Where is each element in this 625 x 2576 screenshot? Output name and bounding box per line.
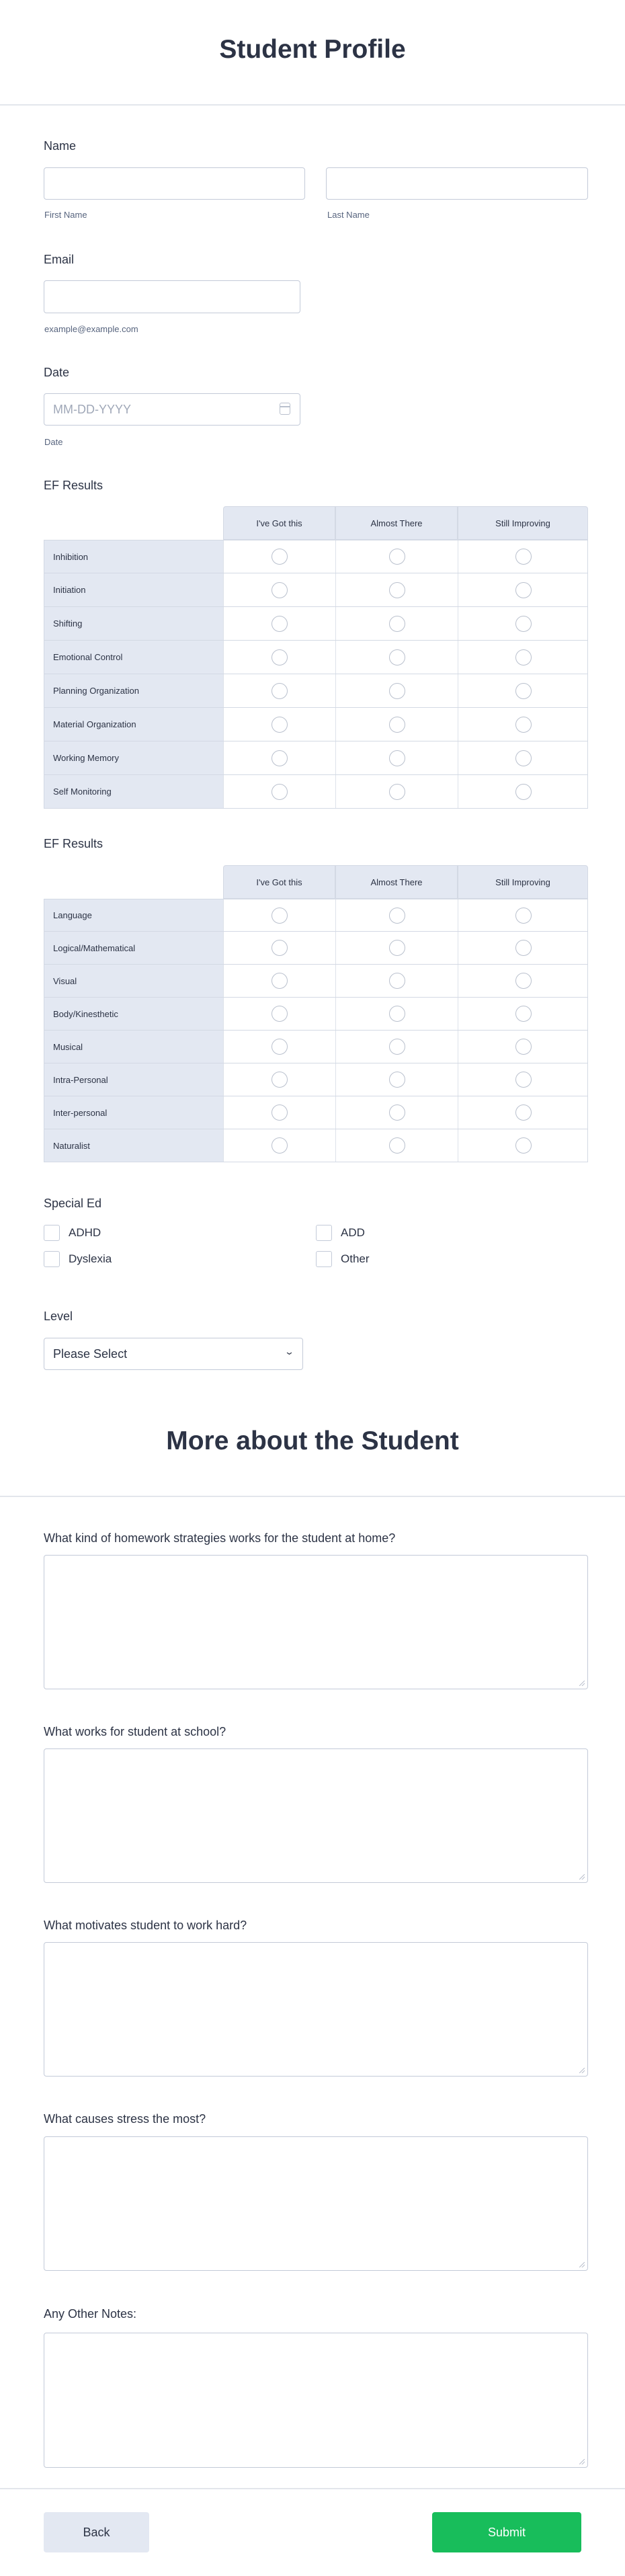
matrix-cell [335, 674, 458, 707]
matrix-column-header: Still Improving [458, 506, 588, 540]
matrix-row-label: Self Monitoring [44, 775, 223, 808]
date-sublabel: Date [44, 437, 63, 447]
matrix-cell [335, 641, 458, 674]
section-title: More about the Student [166, 1426, 459, 1455]
matrix-cell [458, 540, 588, 573]
matrix-2-label: EF Results [44, 837, 103, 850]
radio-button[interactable] [515, 582, 532, 598]
matrix-cell [335, 1031, 458, 1063]
radio-button[interactable] [272, 750, 288, 766]
radio-button[interactable] [272, 940, 288, 956]
matrix-row-label: Intra-Personal [44, 1063, 223, 1096]
matrix-row [44, 607, 588, 641]
matrix-cell [458, 607, 588, 640]
radio-button[interactable] [515, 616, 532, 632]
matrix-1-label: EF Results [44, 479, 103, 492]
matrix-row [44, 932, 588, 965]
checkbox-other[interactable] [316, 1251, 370, 1267]
first-name-sublabel: First Name [44, 210, 87, 220]
matrix-cell [223, 1063, 335, 1096]
submit-button[interactable]: Submit [432, 2512, 581, 2552]
calendar-icon[interactable] [280, 403, 290, 415]
homework-strategies-textarea[interactable] [44, 1555, 588, 1689]
option-label: ADHD [69, 1226, 101, 1239]
matrix-cell [223, 573, 335, 606]
matrix-row [44, 965, 588, 998]
matrix-cell [335, 607, 458, 640]
option-label: Other [341, 1252, 370, 1265]
matrix-cell [223, 775, 335, 808]
matrix-row-label: Material Organization [44, 708, 223, 741]
radio-button[interactable] [515, 717, 532, 733]
matrix-cell [335, 708, 458, 741]
matrix-cell [458, 1129, 588, 1162]
radio-button[interactable] [515, 973, 532, 989]
matrix-row-label: Initiation [44, 573, 223, 606]
radio-button[interactable] [515, 1104, 532, 1121]
radio-button[interactable] [515, 784, 532, 800]
matrix-row [44, 708, 588, 741]
level-selected-value: Please Select [53, 1347, 128, 1361]
date-input[interactable] [44, 393, 300, 426]
stress-textarea[interactable] [44, 2136, 588, 2271]
matrix-row-label: Musical [44, 1031, 223, 1063]
matrix-row-label: Naturalist [44, 1129, 223, 1162]
email-input[interactable] [44, 280, 300, 313]
matrix-cell [335, 573, 458, 606]
matrix-row-label: Visual [44, 965, 223, 997]
matrix-cell [223, 1031, 335, 1063]
radio-button[interactable] [272, 616, 288, 632]
radio-button[interactable] [272, 784, 288, 800]
radio-button[interactable] [389, 750, 405, 766]
email-label: Email [44, 253, 75, 266]
checkbox[interactable] [316, 1225, 332, 1241]
radio-button[interactable] [272, 908, 288, 924]
radio-button[interactable] [389, 683, 405, 699]
resize-handle-icon[interactable] [579, 2068, 585, 2073]
matrix-row-label: Logical/Mathematical [44, 932, 223, 964]
matrix-cell [223, 1096, 335, 1129]
question-label: Any Other Notes: [44, 2307, 137, 2321]
matrix-row [44, 1096, 588, 1129]
radio-button[interactable] [515, 940, 532, 956]
radio-button[interactable] [389, 1072, 405, 1088]
radio-button[interactable] [389, 940, 405, 956]
level-select[interactable] [44, 1338, 303, 1370]
matrix-row [44, 998, 588, 1031]
matrix-cell [458, 674, 588, 707]
matrix-cell [335, 932, 458, 964]
radio-button[interactable] [389, 549, 405, 565]
last-name-input[interactable] [326, 167, 588, 200]
header-divider [0, 104, 625, 106]
chevron-down-icon: ⌄ [284, 1346, 295, 1357]
other-notes-textarea[interactable] [44, 2333, 588, 2468]
works-at-school-textarea[interactable] [44, 1748, 588, 1883]
radio-button[interactable] [272, 649, 288, 666]
page-title: Student Profile [219, 35, 406, 64]
matrix-row [44, 1031, 588, 1063]
matrix-cell [458, 1096, 588, 1129]
matrix-row [44, 899, 588, 932]
matrix-cell [335, 899, 458, 931]
radio-button[interactable] [389, 1104, 405, 1121]
matrix-column-header: Almost There [335, 506, 458, 540]
matrix-row-label: Inter-personal [44, 1096, 223, 1129]
radio-button[interactable] [389, 616, 405, 632]
matrix-cell [458, 775, 588, 808]
matrix-cell [458, 1031, 588, 1063]
section-divider [0, 1496, 625, 1497]
matrix-cell [223, 899, 335, 931]
radio-button[interactable] [272, 1137, 288, 1154]
resize-handle-icon[interactable] [579, 2459, 585, 2464]
matrix-cell [458, 641, 588, 674]
matrix-cell [335, 998, 458, 1030]
matrix-cell [223, 1129, 335, 1162]
question-label: What motivates student to work hard? [44, 1919, 247, 1932]
radio-button[interactable] [272, 1039, 288, 1055]
matrix-cell [458, 899, 588, 931]
matrix-row-label: Inhibition [44, 540, 223, 573]
radio-button[interactable] [515, 1072, 532, 1088]
question-label: What works for student at school? [44, 1725, 226, 1738]
matrix-row [44, 674, 588, 708]
matrix-cell [458, 1063, 588, 1096]
checkbox-dyslexia[interactable] [44, 1251, 112, 1267]
matrix-cell [223, 540, 335, 573]
matrix-row-label: Planning Organization [44, 674, 223, 707]
radio-button[interactable] [389, 784, 405, 800]
matrix-row [44, 1063, 588, 1096]
level-label: Level [44, 1310, 73, 1323]
radio-button[interactable] [389, 908, 405, 924]
matrix-cell [335, 1096, 458, 1129]
name-label: Name [44, 139, 77, 153]
matrix-cell [458, 932, 588, 964]
date-placeholder: MM-DD-YYYY [53, 403, 131, 416]
radio-button[interactable] [515, 750, 532, 766]
first-name-input[interactable] [44, 167, 305, 200]
matrix-row [44, 573, 588, 607]
last-name-sublabel: Last Name [327, 210, 370, 220]
matrix-cell [223, 674, 335, 707]
footer-divider [0, 2488, 625, 2489]
radio-button[interactable] [389, 717, 405, 733]
radio-button[interactable] [272, 683, 288, 699]
matrix-row [44, 775, 588, 809]
matrix-row-label: Emotional Control [44, 641, 223, 674]
matrix-row-label: Shifting [44, 607, 223, 640]
matrix-column-header: Almost There [335, 865, 458, 899]
matrix-cell [335, 775, 458, 808]
matrix-cell [458, 741, 588, 774]
radio-button[interactable] [272, 1104, 288, 1121]
matrix-row [44, 641, 588, 674]
matrix-cell [335, 1063, 458, 1096]
matrix-cell [458, 708, 588, 741]
checkbox[interactable] [316, 1251, 332, 1267]
matrix-cell [223, 998, 335, 1030]
matrix-cell [458, 998, 588, 1030]
resize-handle-icon[interactable] [579, 1681, 585, 1686]
matrix-column-header: I've Got this [223, 865, 335, 899]
matrix-row [44, 741, 588, 775]
radio-button[interactable] [272, 717, 288, 733]
radio-button[interactable] [389, 649, 405, 666]
checkbox[interactable] [44, 1251, 60, 1267]
radio-button[interactable] [515, 649, 532, 666]
matrix-column-header: I've Got this [223, 506, 335, 540]
radio-button[interactable] [389, 582, 405, 598]
radio-button[interactable] [272, 582, 288, 598]
matrix-column-header: Still Improving [458, 865, 588, 899]
radio-button[interactable] [515, 549, 532, 565]
matrix-cell [223, 607, 335, 640]
matrix-cell [223, 641, 335, 674]
matrix-row-label: Working Memory [44, 741, 223, 774]
email-sublabel: example@example.com [44, 324, 138, 334]
matrix-cell [223, 932, 335, 964]
matrix-cell [223, 708, 335, 741]
question-label: What causes stress the most? [44, 2112, 206, 2126]
matrix-row-label: Language [44, 899, 223, 931]
radio-button[interactable] [272, 973, 288, 989]
matrix-cell [458, 965, 588, 997]
radio-button[interactable] [389, 1006, 405, 1022]
option-label: Dyslexia [69, 1252, 112, 1265]
resize-handle-icon[interactable] [579, 2262, 585, 2267]
checkbox-adhd[interactable] [44, 1225, 101, 1241]
radio-button[interactable] [515, 683, 532, 699]
matrix-cell [335, 965, 458, 997]
radio-button[interactable] [515, 1006, 532, 1022]
radio-button[interactable] [389, 1039, 405, 1055]
matrix-cell [335, 540, 458, 573]
radio-button[interactable] [389, 973, 405, 989]
radio-button[interactable] [272, 1006, 288, 1022]
matrix-cell [223, 965, 335, 997]
radio-button[interactable] [515, 1137, 532, 1154]
matrix-cell [335, 741, 458, 774]
radio-button[interactable] [389, 1137, 405, 1154]
matrix-row [44, 1129, 588, 1162]
radio-button[interactable] [515, 1039, 532, 1055]
special-ed-label: Special Ed [44, 1197, 102, 1210]
motivation-textarea[interactable] [44, 1942, 588, 2077]
checkbox-add[interactable] [316, 1225, 365, 1241]
radio-button[interactable] [272, 549, 288, 565]
question-label: What kind of homework strategies works for the student at home? [44, 1531, 396, 1545]
matrix-cell [458, 573, 588, 606]
date-label: Date [44, 366, 70, 379]
radio-button[interactable] [272, 1072, 288, 1088]
back-button[interactable]: Back [44, 2512, 149, 2552]
matrix-row [44, 540, 588, 573]
radio-button[interactable] [515, 908, 532, 924]
option-label: ADD [341, 1226, 365, 1239]
matrix-cell [223, 741, 335, 774]
matrix-cell [335, 1129, 458, 1162]
matrix-row-label: Body/Kinesthetic [44, 998, 223, 1030]
checkbox[interactable] [44, 1225, 60, 1241]
resize-handle-icon[interactable] [579, 1874, 585, 1880]
